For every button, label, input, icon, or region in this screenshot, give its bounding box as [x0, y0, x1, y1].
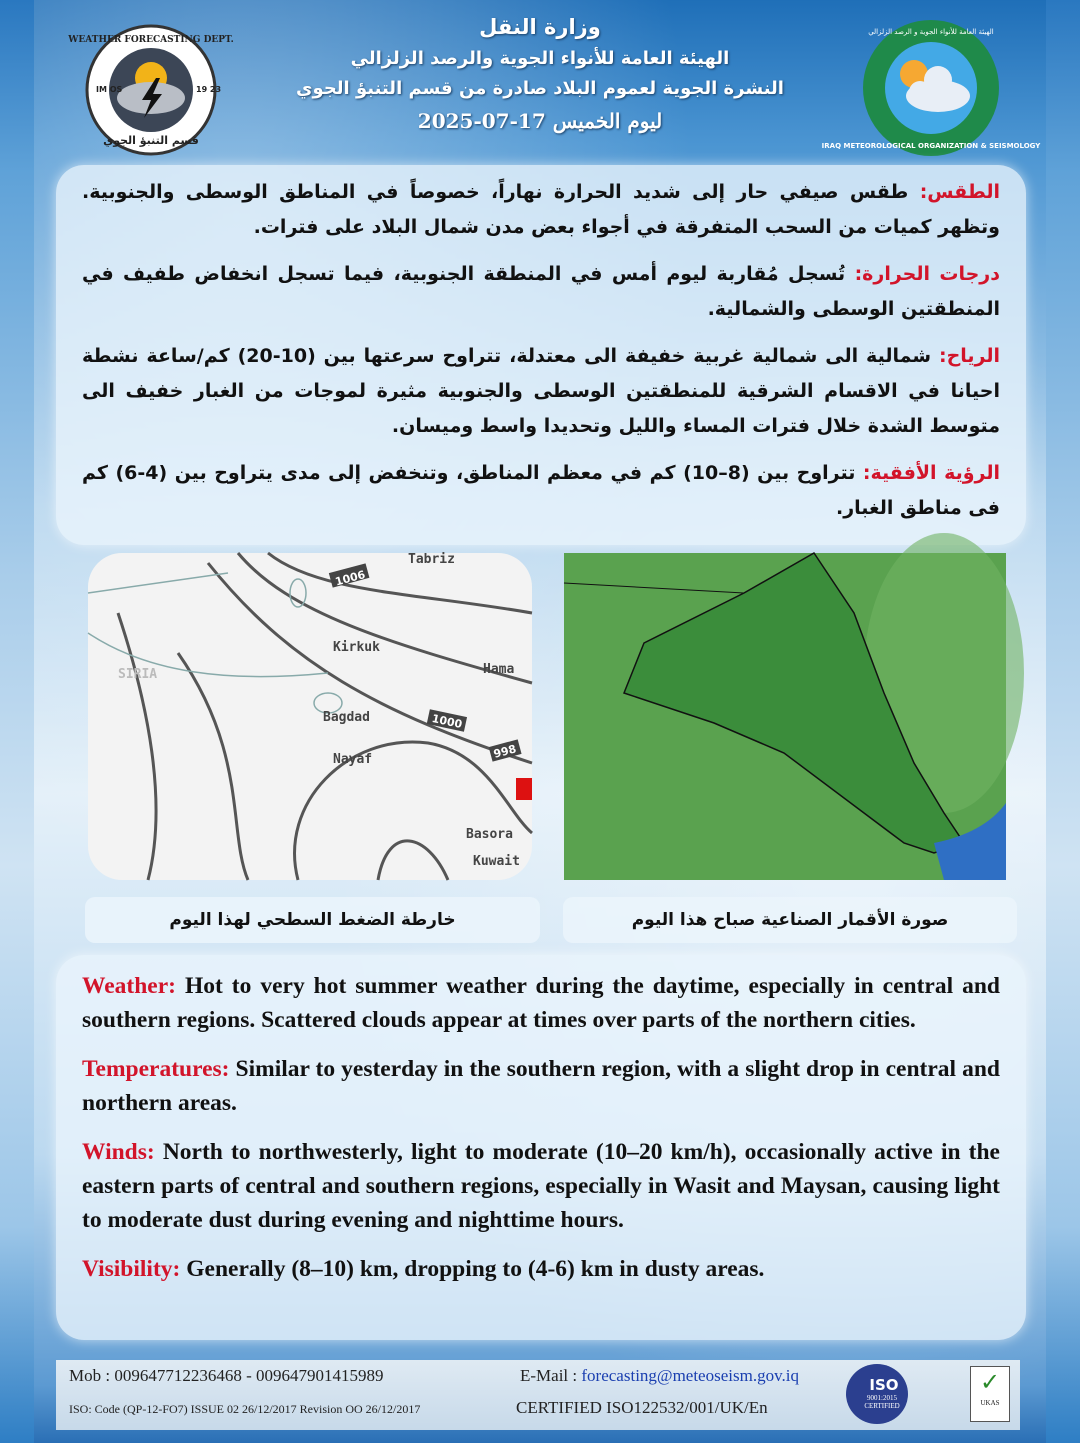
- en-temperatures: [82, 1052, 1000, 1120]
- map-label-bagdad: Bagdad: [323, 710, 370, 725]
- logo-ring-text-ar: الهيئة العامة للأنواء الجوية و الرصد الزلزالي: [868, 28, 994, 36]
- ar-weather-text: طقس صيفي حار إلى شديد الحرارة نهاراً، خصوصاً في المناطق الوسطى والجنوبية. وتظهر كميات من السحب المتفرقة في أجواء بعض مدن شمال البلاد على فترات.: [82, 181, 1000, 238]
- arabic-forecast-panel: [56, 165, 1026, 545]
- en-weather-label: Weather:: [82, 973, 176, 999]
- low-pressure-marker: [516, 778, 532, 800]
- en-visibility-text: Generally (8–10) km, dropping to (4-6) km in dusty areas.: [180, 1256, 765, 1282]
- map-label-siria: SIRIA: [118, 667, 158, 682]
- isobar-1006: 1006: [333, 568, 367, 589]
- logo-ring-text: WEATHER FORECASTING DEPT.: [68, 35, 234, 45]
- surface-pressure-map: [88, 553, 532, 880]
- ar-temperatures: [82, 257, 1000, 327]
- ar-visibility: [82, 456, 1000, 526]
- en-weather: [82, 969, 1000, 1037]
- map-label-basora: Basora: [466, 827, 513, 842]
- ukas-badge: [970, 1366, 1010, 1422]
- en-visibility-label: Visibility:: [82, 1256, 181, 1282]
- bulletin-page: [34, 0, 1046, 1443]
- iso-badge-label: ISO: [869, 1376, 899, 1394]
- logo-ring-text-en: IRAQ METEOROLOGICAL ORGANIZATION & SEISMOLOGY: [821, 142, 1041, 150]
- isobar-998: 998: [492, 742, 518, 761]
- isobar-1000: 1000: [430, 711, 464, 732]
- en-winds-label: Winds:: [82, 1139, 155, 1165]
- ar-winds-text: شمالية الى شمالية غربية خفيفة الى معتدلة، تتراوح سرعتها بين (10-20) كم/ساعة نشطة احيانا في الاقسام الشرقية للمنطقتين الوسطى والجنوبية مثيرة لموجات من الغبار خفيف الى متوسط الشدة خلال فترات المساء والليل وتحديدا واسط وميسان.: [82, 345, 1000, 437]
- map-label-nayaf: Nayaf: [333, 752, 373, 767]
- mobile-numbers: Mob : 009647712236468 - 009647901415989: [69, 1366, 384, 1385]
- ar-weather-label: الطقس:: [919, 181, 1000, 203]
- en-winds: [82, 1135, 1000, 1237]
- checkmark-icon: ✓: [979, 1370, 1001, 1396]
- iso-badge-sub: 9001:2015 CERTIFIED: [864, 1394, 900, 1410]
- ar-visibility-label: الرؤية الأفقية:: [862, 462, 1001, 484]
- footer: [56, 1360, 1020, 1430]
- email-label: E-Mail :: [520, 1366, 582, 1385]
- logo-right-mark: 19 23: [196, 85, 222, 94]
- iso-code: ISO: Code (QP-12-FO7) ISSUE 02 26/12/2017 Revision OO 26/12/2017: [69, 1402, 421, 1416]
- map-label-kirkuk: Kirkuk: [333, 640, 380, 655]
- en-visibility: [82, 1252, 1000, 1286]
- bulletin-date: ليوم الخميس 17-07-2025: [417, 109, 663, 133]
- ar-winds: [82, 339, 1000, 444]
- en-weather-text: Hot to very hot summer weather during the daytime, especially in central and southern regions. Scattered clouds appear at times over parts of the northern cities.: [82, 973, 1000, 1033]
- certified-text: CERTIFIED ISO122532/001/UK/En: [516, 1398, 768, 1417]
- ukas-label: UKAS: [980, 1399, 1000, 1407]
- ar-winds-label: الرياح:: [938, 345, 1000, 367]
- en-winds-text: North to northwesterly, light to moderate (10–20 km/h), occasionally active in the eastern parts of central and southern regions, especially in Wasit and Maysan, causing light to moderate dust during evening and nighttime hours.: [82, 1139, 1000, 1233]
- ministry-title: وزارة النقل: [479, 15, 601, 39]
- ar-weather: [82, 175, 1000, 245]
- email-line: [520, 1366, 799, 1386]
- map-label-hama: Hama: [483, 662, 515, 677]
- organization-title: الهيئة العامة للأنواء الجوية والرصد الزلزالي: [350, 48, 730, 69]
- satellite-caption: صورة الأقمار الصناعية صباح هذا اليوم: [563, 897, 1017, 943]
- iso-badge: [846, 1364, 908, 1424]
- english-forecast-panel: [56, 955, 1026, 1340]
- iraq-meteorological-organization-logo: [821, 18, 1041, 162]
- bulletin-title: النشرة الجوية لعموم البلاد صادرة من قسم التنبؤ الجوي: [296, 78, 784, 99]
- map-label-tabriz: Tabriz: [408, 552, 455, 567]
- en-temperatures-text: Similar to yesterday in the southern region, with a slight drop in central and northern areas.: [82, 1056, 1000, 1116]
- pressure-map-caption: خارطة الضغط السطحي لهذا اليوم: [85, 897, 540, 943]
- ar-visibility-text: تتراوح بين (8–10) كم في معظم المناطق، وتنخفض إلى مدى يتراوح بين (4-6) كم فى مناطق الغبار.: [82, 462, 1000, 519]
- logo-arabic-text: قسم التنبؤ الجوي: [103, 134, 199, 147]
- map-label-kuwait: Kuwait: [473, 854, 520, 869]
- email-link[interactable]: forecasting@meteoseism.gov.iq: [581, 1366, 799, 1385]
- en-temperatures-label: Temperatures:: [82, 1056, 230, 1082]
- ar-temperatures-label: درجات الحرارة:: [854, 263, 1000, 285]
- satellite-image: [564, 553, 1006, 880]
- ar-temperatures-text: تُسجل مُقاربة ليوم أمس في المنطقة الجنوبية، فيما تسجل انخفاض طفيف في المنطقتين الوسطى والشمالية.: [82, 263, 1000, 320]
- logo-left-mark: IM OS: [96, 85, 123, 94]
